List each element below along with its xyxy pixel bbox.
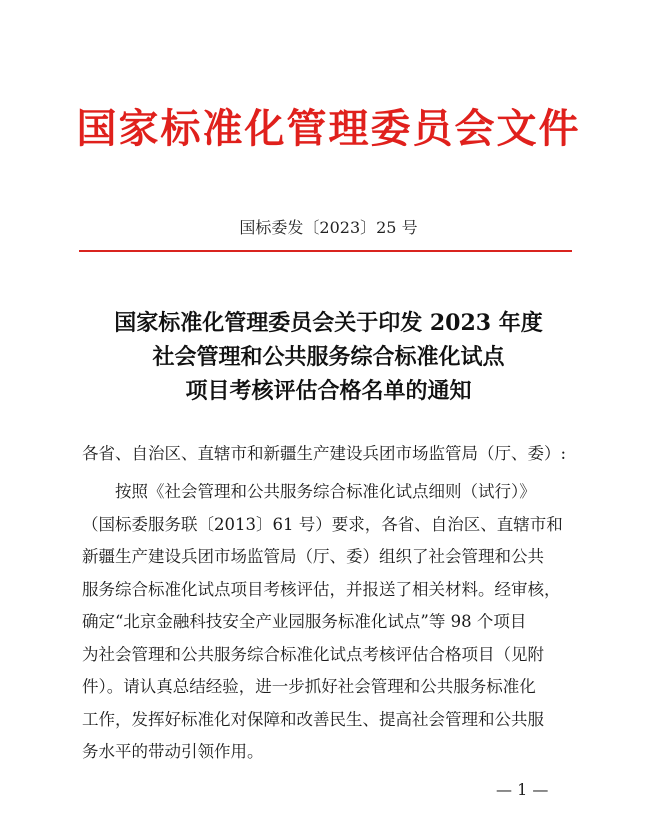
notice-title-line: 国家标准化管理委员会关于印发 2023 年度 [114,310,543,336]
body-line: 确定“北京金融科技安全产业园服务标准化试点”等 98 个项目 [82,612,527,631]
body-paragraph [82,476,612,769]
body-line: 新疆生产建设兵团市场监管局（厅、委）组织了社会管理和公共 [82,547,544,566]
body-line: 务水平的带动引领作用。 [82,742,264,761]
body-line: 工作，发挥好标准化对保障和改善民生、提高社会管理和公共服 [82,709,544,729]
salutation: 各省、自治区、直辖市和新疆生产建设兵团市场监管局（厅、委）: [82,444,567,463]
notice-title [0,306,657,408]
notice-title-line: 社会管理和公共服务综合标准化试点 [152,344,505,370]
body-line: （国标委服务联〔2013〕61 号）要求，各省、自治区、直辖市和 [82,514,563,534]
page-number: — 1 — [496,780,549,799]
document-number: 国标委发〔2023〕25 号 [239,218,418,237]
body-line: 件）。请认真总结经验，进一步抓好社会管理和公共服务标准化 [82,677,536,696]
body-line: 按照《社会管理和公共服务综合标准化试点细则（试行）》 [115,482,536,501]
issuer-header-title: 国家标准化管理委员会文件 [76,105,581,152]
red-divider-line [79,250,572,252]
body-line: 为社会管理和公共服务综合标准化试点考核评估合格项目（见附 [82,644,544,664]
body-line: 服务综合标准化试点项目考核评估，并报送了相关材料。经审核， [82,579,561,599]
notice-title-line: 项目考核评估合格名单的通知 [185,378,472,404]
